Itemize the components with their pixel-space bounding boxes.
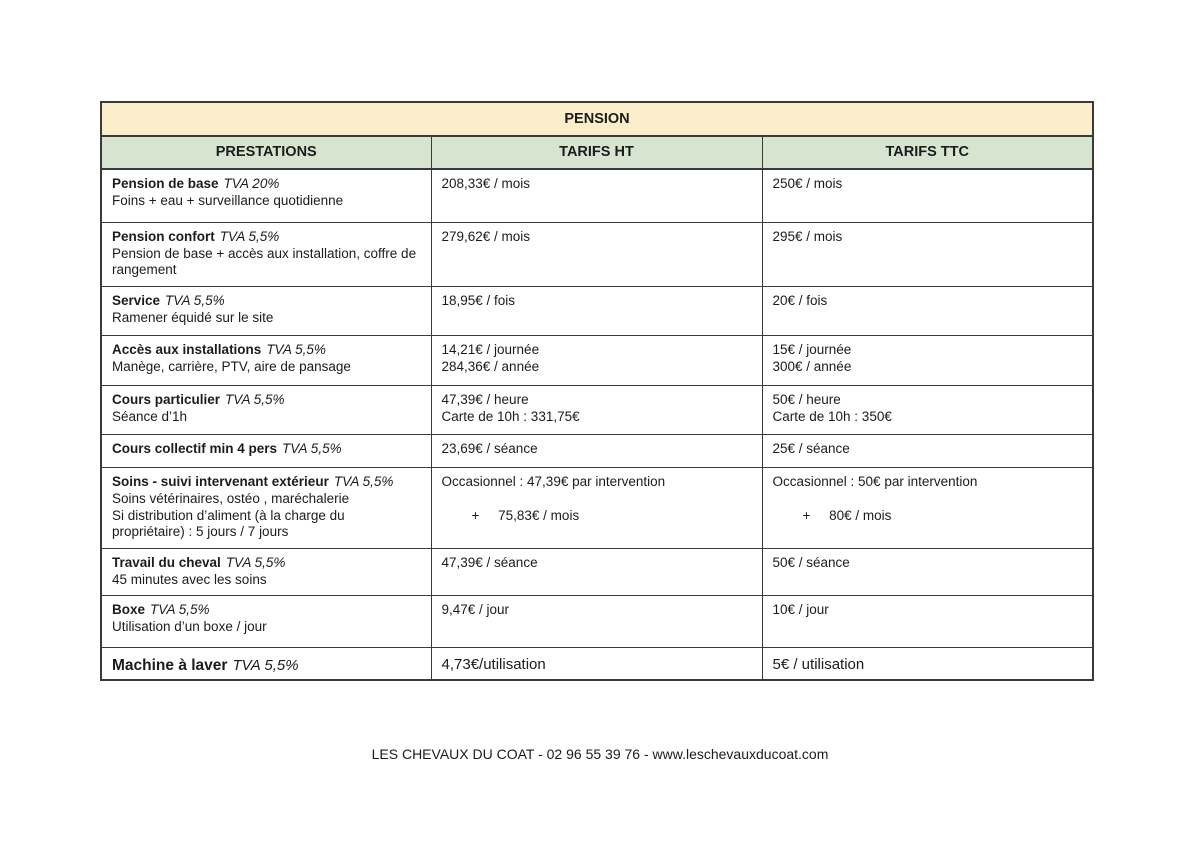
price-line-ttc: 10€ / jour [772,601,829,617]
tva-rate: TVA 5,5% [165,292,225,308]
tarif-ht-cell [431,385,762,434]
price-line-ht: 18,95€ / fois [441,292,516,308]
table-row [101,595,1093,647]
price-line-ht: 14,21€ / journée [441,341,540,357]
price-line-ttc: 300€ / année [772,358,852,374]
tva-rate: TVA 5,5% [333,473,394,489]
table-row [101,548,1093,595]
prestation-description: Pension de base + accès aux installation, coffre de rangement [112,245,417,278]
prestation-cell [101,595,431,647]
column-header-tarifs-ht: TARIFS HT [431,136,762,169]
table-body [101,169,1093,680]
tva-rate: TVA 5,5% [225,554,286,570]
price-line-ht: 47,39€ / séance [441,554,538,570]
tarif-ht-cell [431,647,762,680]
price-line-ttc: 250€ / mois [772,176,843,191]
prestation-title [112,474,421,491]
table-row [101,434,1093,467]
prestation-cell [101,548,431,595]
prestation-description: Ramener équidé sur le site [112,309,274,325]
tarif-ht-cell [431,548,762,595]
table-title-row [101,102,1093,136]
price-line-ttc: Carte de 10h : 350€ [772,408,892,424]
prestation-cell [101,647,431,680]
prestation-name: Machine à laver [112,656,228,674]
tarif-ht-cell [431,595,762,647]
prestation-description: 45 minutes avec les soins [112,571,267,587]
price-line-ht: 284,36€ / année [441,358,540,374]
price-line-ttc: Occasionnel : 50€ par intervention [772,473,978,489]
tarif-ttc-cell [762,169,1093,222]
table-row [101,385,1093,434]
tarif-ht-cell [431,467,762,548]
tarif-ttc-cell [762,647,1093,680]
prestation-description: Utilisation d’un boxe / jour [112,618,267,634]
tva-rate: TVA 5,5% [225,391,285,407]
prestation-cell [101,222,431,286]
price-line-ttc [773,491,1083,508]
tarif-ht-cell [431,335,762,385]
price-line-ht: 47,39€ / heure [441,391,529,407]
price-line-ttc: 25€ / séance [772,440,850,456]
tva-rate: TVA 5,5% [266,341,326,357]
prestation-name: Cours collectif min 4 pers [112,440,278,456]
price-line-ttc: 15€ / journée [772,341,852,357]
table-row [101,335,1093,385]
prestation-description: Manège, carrière, PTV, aire de pansage [112,358,351,374]
price-line-ttc: 50€ / séance [772,554,850,570]
footer-contact-text: LES CHEVAUX DU COAT - 02 96 55 39 76 - www.leschevauxducoat.com [371,746,829,762]
price-line-ht: 9,47€ / jour [441,601,510,617]
table-row [101,647,1093,680]
table-row [101,222,1093,286]
tarif-ttc-cell [762,222,1093,286]
table-row [101,169,1093,222]
price-line-ht: Occasionnel : 47,39€ par intervention [441,473,666,489]
tva-rate: TVA 5,5% [282,440,342,456]
pension-tariff-table [100,101,1094,681]
table-row [101,286,1093,335]
price-line-ttc: 5€ / utilisation [772,655,865,673]
tarif-ttc-cell [762,548,1093,595]
price-line-ht: 4,73€/utilisation [441,655,546,673]
prestation-name: Travail du cheval [112,554,221,570]
prestation-title [112,342,421,359]
prestation-title [112,656,421,676]
price-line-ttc: 295€ / mois [772,228,843,244]
price-line-ttc: 50€ / heure [772,391,841,407]
prestation-description: Foins + eau + surveillance quotidienne [112,193,344,208]
prestation-cell [101,434,431,467]
tarif-ttc-cell [762,286,1093,335]
prestation-description: Si distribution d’aliment (à la charge du propriétaire) : 5 jours / 7 jours [112,507,345,540]
tarif-ht-cell [431,434,762,467]
column-header-tarifs-ttc: TARIFS TTC [762,136,1093,169]
tva-rate: TVA 5,5% [219,228,280,244]
prestation-title [112,392,421,409]
table-row [101,467,1093,548]
prestation-title [112,293,421,310]
prestation-name: Cours particulier [112,391,221,407]
price-line-ttc: 20€ / fois [772,292,828,308]
column-header-prestations: PRESTATIONS [101,136,431,169]
tarif-ttc-cell [762,434,1093,467]
tarif-ttc-cell [762,467,1093,548]
prestation-title [112,555,421,572]
prestation-cell [101,385,431,434]
prestation-name: Pension confort [112,228,215,244]
price-line-ht: Carte de 10h : 331,75€ [441,408,580,424]
price-line-ht: 279,62€ / mois [441,228,531,244]
price-line-ttc: + 80€ / mois [772,507,892,523]
price-line-ht: + 75,83€ / mois [441,507,580,523]
prestation-cell [101,169,431,222]
tarif-ht-cell [431,286,762,335]
prestation-title [112,176,421,193]
prestation-cell [101,335,431,385]
price-line-ht [442,491,752,508]
prestation-name: Pension de base [112,176,219,191]
tarif-ttc-cell [762,595,1093,647]
prestation-title [112,229,421,246]
prestation-name: Soins - suivi intervenant extérieur [112,473,329,489]
price-line-ht: 23,69€ / séance [441,440,538,456]
prestation-cell [101,467,431,548]
prestation-cell [101,286,431,335]
table-header-row [101,136,1093,169]
price-line-ht: 208,33€ / mois [441,176,531,191]
prestation-description: Soins vétérinaires, ostéo , maréchalerie [112,490,350,506]
table-title: PENSION [101,102,1093,136]
tva-rate: TVA 20% [223,176,280,191]
prestation-description: Séance d’1h [112,408,188,424]
tarif-ht-cell [431,222,762,286]
prestation-title [112,441,421,458]
tva-rate: TVA 5,5% [150,601,210,617]
prestation-title [112,602,421,619]
prestation-name: Boxe [112,601,146,617]
prestation-name: Service [112,292,161,308]
tarif-ttc-cell [762,385,1093,434]
tarif-ht-cell [431,169,762,222]
prestation-name: Accès aux installations [112,341,262,357]
tarif-ttc-cell [762,335,1093,385]
tva-rate: TVA 5,5% [232,656,299,674]
